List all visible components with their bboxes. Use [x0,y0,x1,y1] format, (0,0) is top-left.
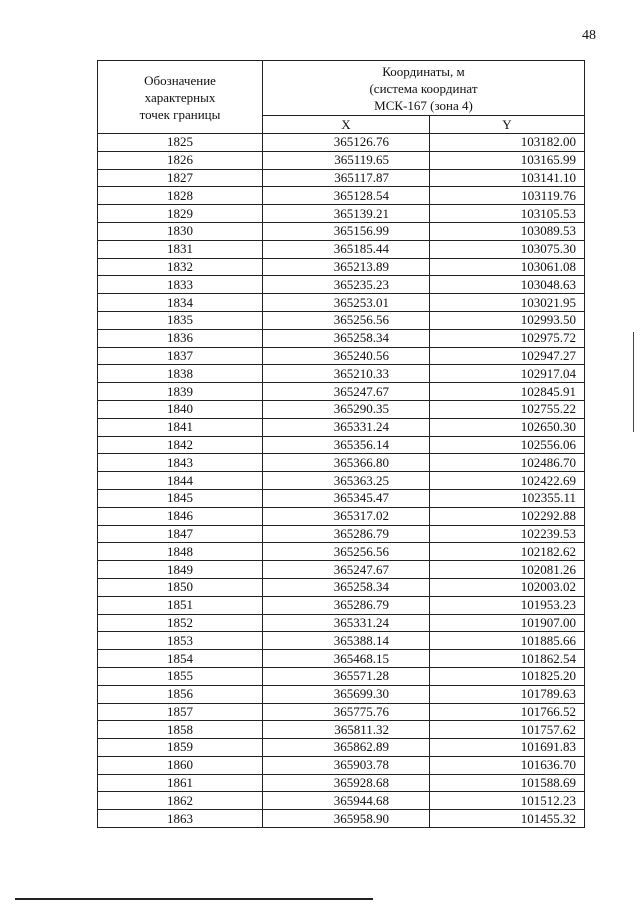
point-id-cell: 1838 [98,365,263,383]
x-coordinate-cell: 365117.87 [263,169,430,187]
x-coordinate-cell: 365775.76 [263,703,430,721]
table-row [98,365,585,383]
table-row [98,258,585,276]
x-coordinate-cell: 365356.14 [263,436,430,454]
x-coordinate-cell: 365247.67 [263,561,430,579]
point-designation-header [98,61,263,134]
table-row [98,543,585,561]
table-header [98,61,585,134]
x-coordinate-cell: 365699.30 [263,685,430,703]
table-row [98,187,585,205]
y-coordinate-cell: 101789.63 [430,685,585,703]
point-id-cell: 1854 [98,650,263,668]
y-coordinate-cell: 101757.62 [430,721,585,739]
y-coordinate-cell: 102486.70 [430,454,585,472]
table-row [98,311,585,329]
table-row [98,276,585,294]
coordinates-header [263,61,585,116]
point-id-cell: 1852 [98,614,263,632]
x-coordinate-cell: 365210.33 [263,365,430,383]
y-coordinate-cell: 102993.50 [430,311,585,329]
y-coordinate-cell: 101907.00 [430,614,585,632]
x-coordinate-cell: 365256.56 [263,543,430,561]
x-coordinate-cell: 365345.47 [263,489,430,507]
point-id-cell: 1863 [98,810,263,828]
x-coordinate-cell: 365331.24 [263,614,430,632]
point-id-cell: 1848 [98,543,263,561]
point-id-cell: 1847 [98,525,263,543]
x-coordinate-cell: 365256.56 [263,311,430,329]
y-coordinate-cell: 102947.27 [430,347,585,365]
y-coordinate-cell: 101953.23 [430,596,585,614]
point-id-cell: 1846 [98,507,263,525]
table-row [98,383,585,401]
point-id-cell: 1844 [98,472,263,490]
coords-label-line-2: (система координат [369,80,478,96]
y-coordinate-cell: 102975.72 [430,329,585,347]
x-coordinate-cell: 365119.65 [263,151,430,169]
table-row [98,792,585,810]
y-coordinate-cell: 101588.69 [430,774,585,792]
point-id-cell: 1861 [98,774,263,792]
x-coordinate-cell: 365139.21 [263,205,430,223]
point-id-cell: 1858 [98,721,263,739]
y-coordinate-cell: 101691.83 [430,739,585,757]
x-coordinate-cell: 365366.80 [263,454,430,472]
point-id-cell: 1855 [98,667,263,685]
table-row [98,329,585,347]
table-row [98,667,585,685]
y-coordinate-cell: 102422.69 [430,472,585,490]
y-coordinate-cell: 103061.08 [430,258,585,276]
point-id-cell: 1860 [98,756,263,774]
margin-mark [633,332,634,432]
y-coordinate-cell: 102755.22 [430,400,585,418]
table-row [98,756,585,774]
y-coordinate-cell: 101825.20 [430,667,585,685]
table-row [98,489,585,507]
y-coordinate-cell: 103165.99 [430,151,585,169]
table-row [98,703,585,721]
point-id-cell: 1831 [98,240,263,258]
x-coordinate-cell: 365286.79 [263,596,430,614]
x-coordinate-cell: 365944.68 [263,792,430,810]
y-coordinate-cell: 102845.91 [430,383,585,401]
point-id-cell: 1857 [98,703,263,721]
table-row [98,205,585,223]
table-row [98,614,585,632]
table-row [98,721,585,739]
table-row [98,151,585,169]
point-id-cell: 1839 [98,383,263,401]
table-row [98,454,585,472]
table-row [98,525,585,543]
point-id-cell: 1856 [98,685,263,703]
y-coordinate-cell: 102003.02 [430,578,585,596]
y-coordinate-cell: 101885.66 [430,632,585,650]
point-id-cell: 1829 [98,205,263,223]
y-coordinate-cell: 101766.52 [430,703,585,721]
y-coordinate-cell: 101862.54 [430,650,585,668]
point-id-cell: 1859 [98,739,263,757]
table-row [98,632,585,650]
x-coordinate-cell: 365128.54 [263,187,430,205]
y-coordinate-cell: 103075.30 [430,240,585,258]
x-coordinate-cell: 365286.79 [263,525,430,543]
point-id-cell: 1826 [98,151,263,169]
table-row [98,578,585,596]
table-row [98,774,585,792]
point-id-cell: 1830 [98,222,263,240]
table-row [98,418,585,436]
x-coordinate-cell: 365253.01 [263,294,430,312]
point-id-cell: 1862 [98,792,263,810]
y-coordinate-cell: 101512.23 [430,792,585,810]
x-coordinate-cell: 365247.67 [263,383,430,401]
x-coordinate-cell: 365290.35 [263,400,430,418]
x-coordinate-cell: 365862.89 [263,739,430,757]
x-coordinate-cell: 365258.34 [263,578,430,596]
x-coordinate-cell: 365156.99 [263,222,430,240]
point-id-cell: 1835 [98,311,263,329]
y-coordinate-cell: 102292.88 [430,507,585,525]
x-coordinate-cell: 365331.24 [263,418,430,436]
y-coordinate-cell: 101455.32 [430,810,585,828]
x-coordinate-cell: 365317.02 [263,507,430,525]
point-label-line-2: характерных [144,89,216,105]
coords-label-line-1: Координаты, м [382,63,465,79]
y-column-header: Y [430,116,585,134]
point-id-cell: 1836 [98,329,263,347]
footer-rule [15,898,373,900]
table-row [98,685,585,703]
table-row [98,507,585,525]
coordinates-table [97,60,585,828]
y-coordinate-cell: 103048.63 [430,276,585,294]
x-coordinate-cell: 365388.14 [263,632,430,650]
point-label-line-1: Обозначение [144,72,216,88]
x-coordinate-cell: 365811.32 [263,721,430,739]
table-row [98,650,585,668]
point-id-cell: 1853 [98,632,263,650]
point-id-cell: 1834 [98,294,263,312]
point-id-cell: 1837 [98,347,263,365]
table-row [98,561,585,579]
point-id-cell: 1842 [98,436,263,454]
table-row [98,472,585,490]
x-coordinate-cell: 365258.34 [263,329,430,347]
point-id-cell: 1849 [98,561,263,579]
x-coordinate-cell: 365571.28 [263,667,430,685]
y-coordinate-cell: 102182.62 [430,543,585,561]
point-id-cell: 1845 [98,489,263,507]
x-coordinate-cell: 365235.23 [263,276,430,294]
x-coordinate-cell: 365468.15 [263,650,430,668]
table-row [98,810,585,828]
table-row [98,294,585,312]
point-id-cell: 1833 [98,276,263,294]
point-label-line-3: точек границы [139,106,221,122]
y-coordinate-cell: 103089.53 [430,222,585,240]
table-row [98,596,585,614]
point-id-cell: 1840 [98,400,263,418]
y-coordinate-cell: 103105.53 [430,205,585,223]
point-id-cell: 1825 [98,134,263,152]
x-coordinate-cell: 365240.56 [263,347,430,365]
y-coordinate-cell: 103141.10 [430,169,585,187]
coords-label-line-3: МСК-167 (зона 4) [374,97,473,113]
page-number: 48 [582,28,596,43]
x-coordinate-cell: 365928.68 [263,774,430,792]
table-row [98,400,585,418]
point-id-cell: 1841 [98,418,263,436]
table-row [98,240,585,258]
point-id-cell: 1851 [98,596,263,614]
y-coordinate-cell: 101636.70 [430,756,585,774]
x-coordinate-cell: 365213.89 [263,258,430,276]
table-row [98,739,585,757]
y-coordinate-cell: 102650.30 [430,418,585,436]
point-id-cell: 1843 [98,454,263,472]
x-coordinate-cell: 365363.25 [263,472,430,490]
x-column-header: X [263,116,430,134]
y-coordinate-cell: 102917.04 [430,365,585,383]
table-row [98,222,585,240]
point-id-cell: 1827 [98,169,263,187]
point-id-cell: 1850 [98,578,263,596]
x-coordinate-cell: 365903.78 [263,756,430,774]
y-coordinate-cell: 102081.26 [430,561,585,579]
table-row [98,436,585,454]
y-coordinate-cell: 102355.11 [430,489,585,507]
point-id-cell: 1832 [98,258,263,276]
y-coordinate-cell: 102556.06 [430,436,585,454]
x-coordinate-cell: 365126.76 [263,134,430,152]
y-coordinate-cell: 103119.76 [430,187,585,205]
y-coordinate-cell: 103021.95 [430,294,585,312]
table-row [98,347,585,365]
table-row [98,169,585,187]
table-row [98,134,585,152]
y-coordinate-cell: 102239.53 [430,525,585,543]
point-id-cell: 1828 [98,187,263,205]
table-body [98,134,585,828]
x-coordinate-cell: 365185.44 [263,240,430,258]
x-coordinate-cell: 365958.90 [263,810,430,828]
y-coordinate-cell: 103182.00 [430,134,585,152]
